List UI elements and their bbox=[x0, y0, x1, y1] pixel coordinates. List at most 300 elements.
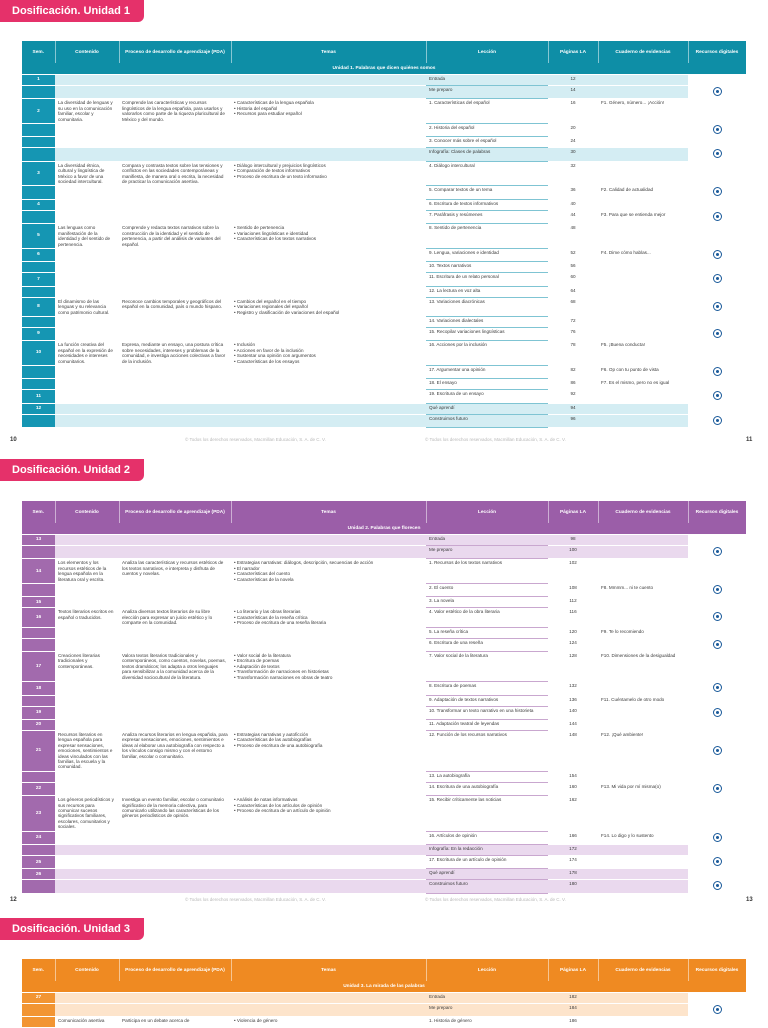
lesson-cell[interactable]: 2. El cuento bbox=[426, 584, 548, 597]
lesson-cell[interactable]: Entrada bbox=[426, 75, 548, 86]
digital-resource-icon[interactable] bbox=[713, 87, 722, 96]
lesson-cell[interactable]: 7. Paráfrasis y resúmenes bbox=[426, 210, 548, 223]
pda-cell bbox=[119, 546, 231, 559]
page-cell: 98 bbox=[548, 535, 598, 546]
digital-resource-icon[interactable] bbox=[713, 125, 722, 134]
table-row bbox=[22, 597, 746, 608]
contenido-cell bbox=[55, 414, 119, 427]
sem-cell bbox=[22, 286, 55, 297]
table-row bbox=[22, 627, 746, 638]
page-cell: 102 bbox=[548, 559, 598, 584]
page-cell: 166 bbox=[548, 831, 598, 844]
lesson-cell[interactable]: 4. Diálogo intercultural bbox=[426, 161, 548, 186]
table-row bbox=[22, 365, 746, 378]
digital-cell bbox=[688, 706, 746, 719]
pda-cell bbox=[119, 273, 231, 286]
sem-cell bbox=[22, 86, 55, 99]
lesson-cell[interactable]: 19. Escritura de un ensayo bbox=[426, 390, 548, 403]
digital-cell bbox=[688, 86, 746, 99]
evidence-cell bbox=[598, 286, 688, 297]
lesson-cell[interactable]: 16. Artículos de opinión bbox=[426, 831, 548, 844]
digital-resource-icon[interactable] bbox=[713, 367, 722, 376]
digital-cell bbox=[688, 262, 746, 273]
contenido-cell bbox=[55, 880, 119, 893]
evidence-cell bbox=[598, 682, 688, 695]
temas-cell bbox=[231, 403, 426, 414]
digital-resource-icon[interactable] bbox=[713, 1005, 722, 1014]
table-row bbox=[22, 137, 746, 148]
temas-cell bbox=[231, 869, 426, 880]
digital-resource-icon[interactable] bbox=[713, 212, 722, 221]
digital-resource-icon[interactable] bbox=[713, 416, 722, 425]
digital-cell bbox=[688, 148, 746, 161]
evidence-cell bbox=[598, 869, 688, 880]
page-cell: 68 bbox=[548, 297, 598, 316]
temas-cell bbox=[231, 273, 426, 286]
page-number-right: 11 bbox=[746, 437, 753, 443]
lesson-cell[interactable]: 2. Historia del español bbox=[426, 124, 548, 137]
pda-cell: Expresa, mediante un ensayo, una postura crítica sobre necesidades, intereses y problemas de la comunidad, e investiga acciones colectivas a favor de la inclusión. bbox=[119, 341, 231, 366]
digital-resource-icon[interactable] bbox=[713, 784, 722, 793]
lesson-cell[interactable]: 14. Escritura de una autobiografía bbox=[426, 782, 548, 795]
header-recursos: Recursos digitales bbox=[688, 501, 746, 523]
header-paginas: Páginas LA bbox=[548, 41, 598, 63]
page-cell: 124 bbox=[548, 638, 598, 651]
evidence-cell: F14. Lo digo y lo sustento bbox=[598, 831, 688, 844]
header-pda: Proceso de desarrollo de aprendizaje (PDA) bbox=[119, 959, 231, 981]
lesson-cell[interactable]: Entrada bbox=[426, 993, 548, 1004]
unit-title: Dosificación. Unidad 1 bbox=[0, 0, 144, 22]
sem-cell: 17 bbox=[22, 652, 55, 682]
contenido-cell bbox=[55, 638, 119, 651]
table-row bbox=[22, 210, 746, 223]
contenido-cell: Recursos literarios en lengua española para expresar sensaciones, emociones, sentimientos e ideas vinculados con las familias, la escuela y la comunidad. bbox=[55, 730, 119, 771]
sem-cell: 14 bbox=[22, 559, 55, 584]
lesson-cell[interactable]: 3. Conocer más sobre el español bbox=[426, 137, 548, 148]
contenido-cell bbox=[55, 682, 119, 695]
contenido-cell bbox=[55, 262, 119, 273]
pda-cell bbox=[119, 1004, 231, 1017]
table-row bbox=[22, 273, 746, 286]
lesson-cell[interactable]: 15. Recopilar variaciones lingüísticas bbox=[426, 327, 548, 340]
pda-cell: Analiza las características y recursos estéticos de los textos narrativos, e interpreta y disfruta de cuentos y novelas. bbox=[119, 559, 231, 584]
evidence-cell bbox=[598, 262, 688, 273]
lesson-cell[interactable]: 18. El ensayo bbox=[426, 379, 548, 390]
lesson-cell[interactable]: 6. Escritura de textos informativos bbox=[426, 199, 548, 210]
table-row bbox=[22, 608, 746, 627]
table-row bbox=[22, 584, 746, 597]
pda-cell: Analiza recursos literarios en lengua española, para expresar sensaciones, emociones, sentimientos e ideas al elaborar una autobiografía con respecto a los vínculos consigo mismo y con el entorno familiar, escolar o comunitario. bbox=[119, 730, 231, 771]
digital-resource-icon[interactable] bbox=[713, 612, 722, 621]
pda-cell bbox=[119, 210, 231, 223]
evidence-cell: F3. Para que se entienda mejor bbox=[598, 210, 688, 223]
sem-cell: 24 bbox=[22, 831, 55, 844]
temas-cell bbox=[231, 148, 426, 161]
digital-resource-icon[interactable] bbox=[713, 302, 722, 311]
header-temas: Temas bbox=[231, 501, 426, 523]
pda-cell bbox=[119, 148, 231, 161]
lesson-cell[interactable]: 9. Adaptación de textos narrativos bbox=[426, 695, 548, 706]
header-paginas: Páginas LA bbox=[548, 959, 598, 981]
evidence-cell bbox=[598, 559, 688, 584]
lesson-cell[interactable]: Infografía: En la redacción bbox=[426, 845, 548, 856]
digital-resource-icon[interactable] bbox=[713, 833, 722, 842]
contenido-cell bbox=[55, 86, 119, 99]
evidence-cell: F6. Op con tu punto de vista bbox=[598, 365, 688, 378]
pda-cell bbox=[119, 845, 231, 856]
digital-resource-icon[interactable] bbox=[713, 149, 722, 158]
digital-cell bbox=[688, 730, 746, 771]
page-cell: 144 bbox=[548, 719, 598, 730]
page-cell: 136 bbox=[548, 695, 598, 706]
evidence-cell bbox=[598, 273, 688, 286]
evidence-cell bbox=[598, 75, 688, 86]
page-cell: 64 bbox=[548, 286, 598, 297]
digital-cell bbox=[688, 1017, 746, 1028]
lesson-cell[interactable]: 5. Comparar textos de un tema bbox=[426, 186, 548, 199]
sem-cell: 5 bbox=[22, 224, 55, 249]
digital-cell bbox=[688, 137, 746, 148]
sem-cell bbox=[22, 638, 55, 651]
lesson-cell[interactable]: 15. Recibir críticamente las noticias bbox=[426, 796, 548, 831]
table-row bbox=[22, 286, 746, 297]
lesson-cell[interactable]: Qué aprendí bbox=[426, 869, 548, 880]
table-row bbox=[22, 730, 746, 771]
page-cell: 44 bbox=[548, 210, 598, 223]
header-leccion: Lección bbox=[426, 959, 548, 981]
digital-resource-icon[interactable] bbox=[713, 391, 722, 400]
contenido-cell bbox=[55, 75, 119, 86]
digital-cell bbox=[688, 682, 746, 695]
evidence-cell bbox=[598, 161, 688, 186]
temas-cell bbox=[231, 695, 426, 706]
digital-cell bbox=[688, 199, 746, 210]
table-row bbox=[22, 186, 746, 199]
contenido-cell bbox=[55, 597, 119, 608]
temas-cell bbox=[231, 75, 426, 86]
digital-resource-icon[interactable] bbox=[713, 746, 722, 755]
page-cell: 96 bbox=[548, 414, 598, 427]
digital-cell bbox=[688, 546, 746, 559]
evidence-cell bbox=[598, 199, 688, 210]
pda-cell bbox=[119, 993, 231, 1004]
page-cell: 30 bbox=[548, 148, 598, 161]
sem-cell bbox=[22, 845, 55, 856]
table-row bbox=[22, 869, 746, 880]
lesson-cell[interactable]: 10. Transformar un texto narrativo en una historieta bbox=[426, 706, 548, 719]
table-row bbox=[22, 75, 746, 86]
lesson-cell[interactable]: Me preparo bbox=[426, 86, 548, 99]
sem-cell: 9 bbox=[22, 327, 55, 340]
temas-cell bbox=[231, 86, 426, 99]
lesson-cell[interactable]: 1. Historia de género bbox=[426, 1017, 548, 1028]
lesson-cell[interactable]: 1. Características del español bbox=[426, 99, 548, 124]
table-row bbox=[22, 782, 746, 795]
digital-cell bbox=[688, 297, 746, 316]
sem-cell bbox=[22, 584, 55, 597]
table-row bbox=[22, 535, 746, 546]
sem-cell: 16 bbox=[22, 608, 55, 627]
evidence-cell bbox=[598, 638, 688, 651]
lesson-cell[interactable]: 16. Acciones por la inclusión bbox=[426, 341, 548, 366]
lesson-cell[interactable]: 12. Función de los recursos narrativos bbox=[426, 730, 548, 771]
digital-cell bbox=[688, 99, 746, 124]
sem-cell: 15 bbox=[22, 597, 55, 608]
evidence-cell bbox=[598, 1004, 688, 1017]
temas-cell bbox=[231, 124, 426, 137]
table-row bbox=[22, 652, 746, 682]
contenido-cell bbox=[55, 831, 119, 844]
sem-cell: 23 bbox=[22, 796, 55, 831]
contenido-cell bbox=[55, 782, 119, 795]
pda-cell bbox=[119, 771, 231, 782]
sem-cell bbox=[22, 695, 55, 706]
digital-cell bbox=[688, 1004, 746, 1017]
sem-cell: 2 bbox=[22, 99, 55, 124]
evidence-cell bbox=[598, 546, 688, 559]
digital-resource-icon[interactable] bbox=[713, 683, 722, 692]
sem-cell bbox=[22, 771, 55, 782]
page-number-left: 10 bbox=[10, 437, 17, 443]
lesson-cell[interactable]: 7. Valor social de la literatura bbox=[426, 652, 548, 682]
digital-resource-icon[interactable] bbox=[713, 547, 722, 556]
temas-cell: • Inclusión • Acciones en favor de la inclusión • Sustentar una opinión con argumentos • Características de los ensayos bbox=[231, 341, 426, 366]
page-cell: 36 bbox=[548, 186, 598, 199]
temas-cell: • Diálogo intercultural y prejuicios lingüísticos • Comparación de textos informativos • Proceso de escritura de un texto informativo bbox=[231, 161, 426, 186]
evidence-cell bbox=[598, 856, 688, 869]
evidence-cell: F12. ¡Qué ambiente! bbox=[598, 730, 688, 771]
lesson-cell[interactable]: Entrada bbox=[426, 535, 548, 546]
header-leccion: Lección bbox=[426, 501, 548, 523]
page-cell: 154 bbox=[548, 771, 598, 782]
contenido-cell bbox=[55, 186, 119, 199]
table-row bbox=[22, 771, 746, 782]
pda-cell bbox=[119, 627, 231, 638]
pda-cell bbox=[119, 286, 231, 297]
lesson-cell[interactable]: 13. Variaciones diacrónicas bbox=[426, 297, 548, 316]
pda-cell bbox=[119, 880, 231, 893]
sem-cell bbox=[22, 1004, 55, 1017]
temas-cell bbox=[231, 186, 426, 199]
evidence-cell: F4. Dime cómo hablas... bbox=[598, 248, 688, 261]
lesson-cell[interactable]: Me preparo bbox=[426, 1004, 548, 1017]
evidence-cell bbox=[598, 224, 688, 249]
table-row bbox=[22, 316, 746, 327]
contenido-cell: Los elementos y los recursos estéticos de la lengua española en la literatura oral y escrita. bbox=[55, 559, 119, 584]
temas-cell bbox=[231, 880, 426, 893]
lesson-cell[interactable]: 14. Variaciones dialectales bbox=[426, 316, 548, 327]
digital-resource-icon[interactable] bbox=[713, 640, 722, 649]
footer-1 bbox=[0, 437, 768, 447]
temas-cell: • Estrategias narrativas y autoficción • Características de las autobiografías • Proceso de escritura de una autobiografía bbox=[231, 730, 426, 771]
page-number-left: 12 bbox=[10, 897, 17, 903]
digital-cell bbox=[688, 390, 746, 403]
evidence-cell bbox=[598, 414, 688, 427]
temas-cell: • Sentido de pertenencia • Variaciones lingüísticas e identidad • Características de los textos narrativos bbox=[231, 224, 426, 249]
unit-band: Unidad 1. Palabras que dicen quiénes somos bbox=[22, 63, 746, 75]
evidence-cell: F7. Es el mismo, pero no es igual bbox=[598, 379, 688, 390]
pda-cell bbox=[119, 597, 231, 608]
temas-cell bbox=[231, 706, 426, 719]
digital-cell bbox=[688, 856, 746, 869]
lesson-cell[interactable]: 13. La autobiografía bbox=[426, 771, 548, 782]
lesson-cell[interactable]: 1. Recursos de los textos narrativos bbox=[426, 559, 548, 584]
sem-cell: 21 bbox=[22, 730, 55, 771]
contenido-cell: Las lenguas como manifestación de la identidad y del sentido de pertenencia. bbox=[55, 224, 119, 249]
temas-cell bbox=[231, 771, 426, 782]
digital-resource-icon[interactable] bbox=[713, 329, 722, 338]
digital-cell bbox=[688, 993, 746, 1004]
digital-resource-icon[interactable] bbox=[713, 585, 722, 594]
lesson-cell[interactable]: Qué aprendí bbox=[426, 403, 548, 414]
lesson-cell[interactable]: 9. Lengua, variaciones e identidad bbox=[426, 248, 548, 261]
page-cell: 132 bbox=[548, 682, 598, 695]
temas-cell bbox=[231, 327, 426, 340]
temas-cell bbox=[231, 199, 426, 210]
sem-cell: 25 bbox=[22, 856, 55, 869]
sem-cell bbox=[22, 627, 55, 638]
digital-cell bbox=[688, 584, 746, 597]
digital-cell bbox=[688, 652, 746, 682]
lesson-cell[interactable]: 17. Escritura de un artículo de opinión bbox=[426, 856, 548, 869]
digital-cell bbox=[688, 638, 746, 651]
table-row bbox=[22, 796, 746, 831]
page-cell: 56 bbox=[548, 262, 598, 273]
lesson-cell[interactable]: Me preparo bbox=[426, 546, 548, 559]
evidence-cell bbox=[598, 771, 688, 782]
contenido-cell: La función creativa del español en la expresión de necesidades e intereses comunitarios. bbox=[55, 341, 119, 366]
lesson-cell[interactable]: 12. La lectura en voz alta bbox=[426, 286, 548, 297]
evidence-cell: F5. ¡Buena conducta! bbox=[598, 341, 688, 366]
page-cell: 60 bbox=[548, 273, 598, 286]
pda-cell bbox=[119, 682, 231, 695]
digital-cell bbox=[688, 341, 746, 366]
temas-cell bbox=[231, 316, 426, 327]
table-row bbox=[22, 880, 746, 893]
page-cell: 92 bbox=[548, 390, 598, 403]
digital-cell bbox=[688, 796, 746, 831]
table-row bbox=[22, 682, 746, 695]
lesson-cell[interactable]: 8. Escritura de poemas bbox=[426, 682, 548, 695]
header-leccion: Lección bbox=[426, 41, 548, 63]
table-header bbox=[22, 959, 746, 981]
lesson-cell[interactable]: 3. La novela bbox=[426, 597, 548, 608]
digital-cell bbox=[688, 224, 746, 249]
evidence-cell bbox=[598, 706, 688, 719]
sem-cell bbox=[22, 365, 55, 378]
sem-cell bbox=[22, 148, 55, 161]
digital-resource-icon[interactable] bbox=[713, 187, 722, 196]
temas-cell bbox=[231, 210, 426, 223]
page-cell: 48 bbox=[548, 224, 598, 249]
digital-cell bbox=[688, 365, 746, 378]
table-row bbox=[22, 414, 746, 427]
page-cell: 184 bbox=[548, 1004, 598, 1017]
unit-1-table bbox=[22, 41, 747, 428]
evidence-cell: F8. Mmmm... ni te cuento bbox=[598, 584, 688, 597]
sem-cell: 13 bbox=[22, 535, 55, 546]
header-paginas: Páginas LA bbox=[548, 501, 598, 523]
evidence-cell bbox=[598, 316, 688, 327]
sem-cell: 11 bbox=[22, 390, 55, 403]
contenido-cell bbox=[55, 365, 119, 378]
page-cell: 108 bbox=[548, 584, 598, 597]
sem-cell: 10 bbox=[22, 341, 55, 366]
digital-cell bbox=[688, 695, 746, 706]
temas-cell: • Estrategias narrativas: diálogos, descripción, secuencias de acción • El narrador • Características del cuento • Características de la novela bbox=[231, 559, 426, 584]
contenido-cell bbox=[55, 627, 119, 638]
contenido-cell bbox=[55, 546, 119, 559]
pda-cell bbox=[119, 584, 231, 597]
digital-cell bbox=[688, 831, 746, 844]
temas-cell bbox=[231, 638, 426, 651]
lesson-cell[interactable]: Construimos futuro bbox=[426, 414, 548, 427]
table-row bbox=[22, 297, 746, 316]
table-row bbox=[22, 224, 746, 249]
pda-cell bbox=[119, 248, 231, 261]
digital-cell bbox=[688, 248, 746, 261]
lesson-cell[interactable]: 11. Adaptación teatral de leyendas bbox=[426, 719, 548, 730]
pda-cell bbox=[119, 124, 231, 137]
digital-resource-icon[interactable] bbox=[713, 857, 722, 866]
lesson-cell[interactable]: 5. La reseña crítica bbox=[426, 627, 548, 638]
lesson-cell[interactable]: 8. Sentido de pertenencia bbox=[426, 224, 548, 249]
lesson-cell[interactable]: 17. Argumentar una opinión bbox=[426, 365, 548, 378]
header-pda: Proceso de desarrollo de aprendizaje (PDA) bbox=[119, 41, 231, 63]
sem-cell bbox=[22, 186, 55, 199]
page-cell: 186 bbox=[548, 1017, 598, 1028]
copyright-left: © Todos los derechos reservados, Macmillan Educación, S. A. de C. V. bbox=[185, 437, 326, 442]
lesson-cell[interactable]: Construimos futuro bbox=[426, 880, 548, 893]
lesson-cell[interactable]: 4. Valor estético de la obra literaria bbox=[426, 608, 548, 627]
temas-cell bbox=[231, 627, 426, 638]
evidence-cell bbox=[598, 327, 688, 340]
page-cell: 172 bbox=[548, 845, 598, 856]
page-cell: 140 bbox=[548, 706, 598, 719]
digital-resource-icon[interactable] bbox=[713, 881, 722, 890]
temas-cell bbox=[231, 546, 426, 559]
table-row bbox=[22, 161, 746, 186]
digital-resource-icon[interactable] bbox=[713, 708, 722, 717]
contenido-cell bbox=[55, 1004, 119, 1017]
digital-cell bbox=[688, 559, 746, 584]
lesson-cell[interactable]: Infografía: Clases de palabras bbox=[426, 148, 548, 161]
evidence-cell: F11. Cuéntamelo de otro modo bbox=[598, 695, 688, 706]
contenido-cell: Textos literarios escritos en español o traducidos. bbox=[55, 608, 119, 627]
lesson-cell[interactable]: 10. Textos narrativos bbox=[426, 262, 548, 273]
sem-cell: 20 bbox=[22, 719, 55, 730]
digital-cell bbox=[688, 771, 746, 782]
evidence-cell bbox=[598, 403, 688, 414]
unit-band: Unidad 3. La mirada de las palabras bbox=[22, 981, 746, 993]
temas-cell bbox=[231, 390, 426, 403]
digital-resource-icon[interactable] bbox=[713, 250, 722, 259]
pda-cell bbox=[119, 706, 231, 719]
evidence-cell bbox=[598, 993, 688, 1004]
table-row bbox=[22, 86, 746, 99]
digital-resource-icon[interactable] bbox=[713, 274, 722, 283]
temas-cell: • Violencia de género bbox=[231, 1017, 426, 1028]
page-cell: 160 bbox=[548, 782, 598, 795]
temas-cell bbox=[231, 597, 426, 608]
temas-cell bbox=[231, 365, 426, 378]
temas-cell bbox=[231, 719, 426, 730]
lesson-cell[interactable]: 11. Escritura de un relato personal bbox=[426, 273, 548, 286]
table-row bbox=[22, 403, 746, 414]
evidence-cell bbox=[598, 535, 688, 546]
digital-cell bbox=[688, 403, 746, 414]
lesson-cell[interactable]: 6. Escritura de una reseña bbox=[426, 638, 548, 651]
